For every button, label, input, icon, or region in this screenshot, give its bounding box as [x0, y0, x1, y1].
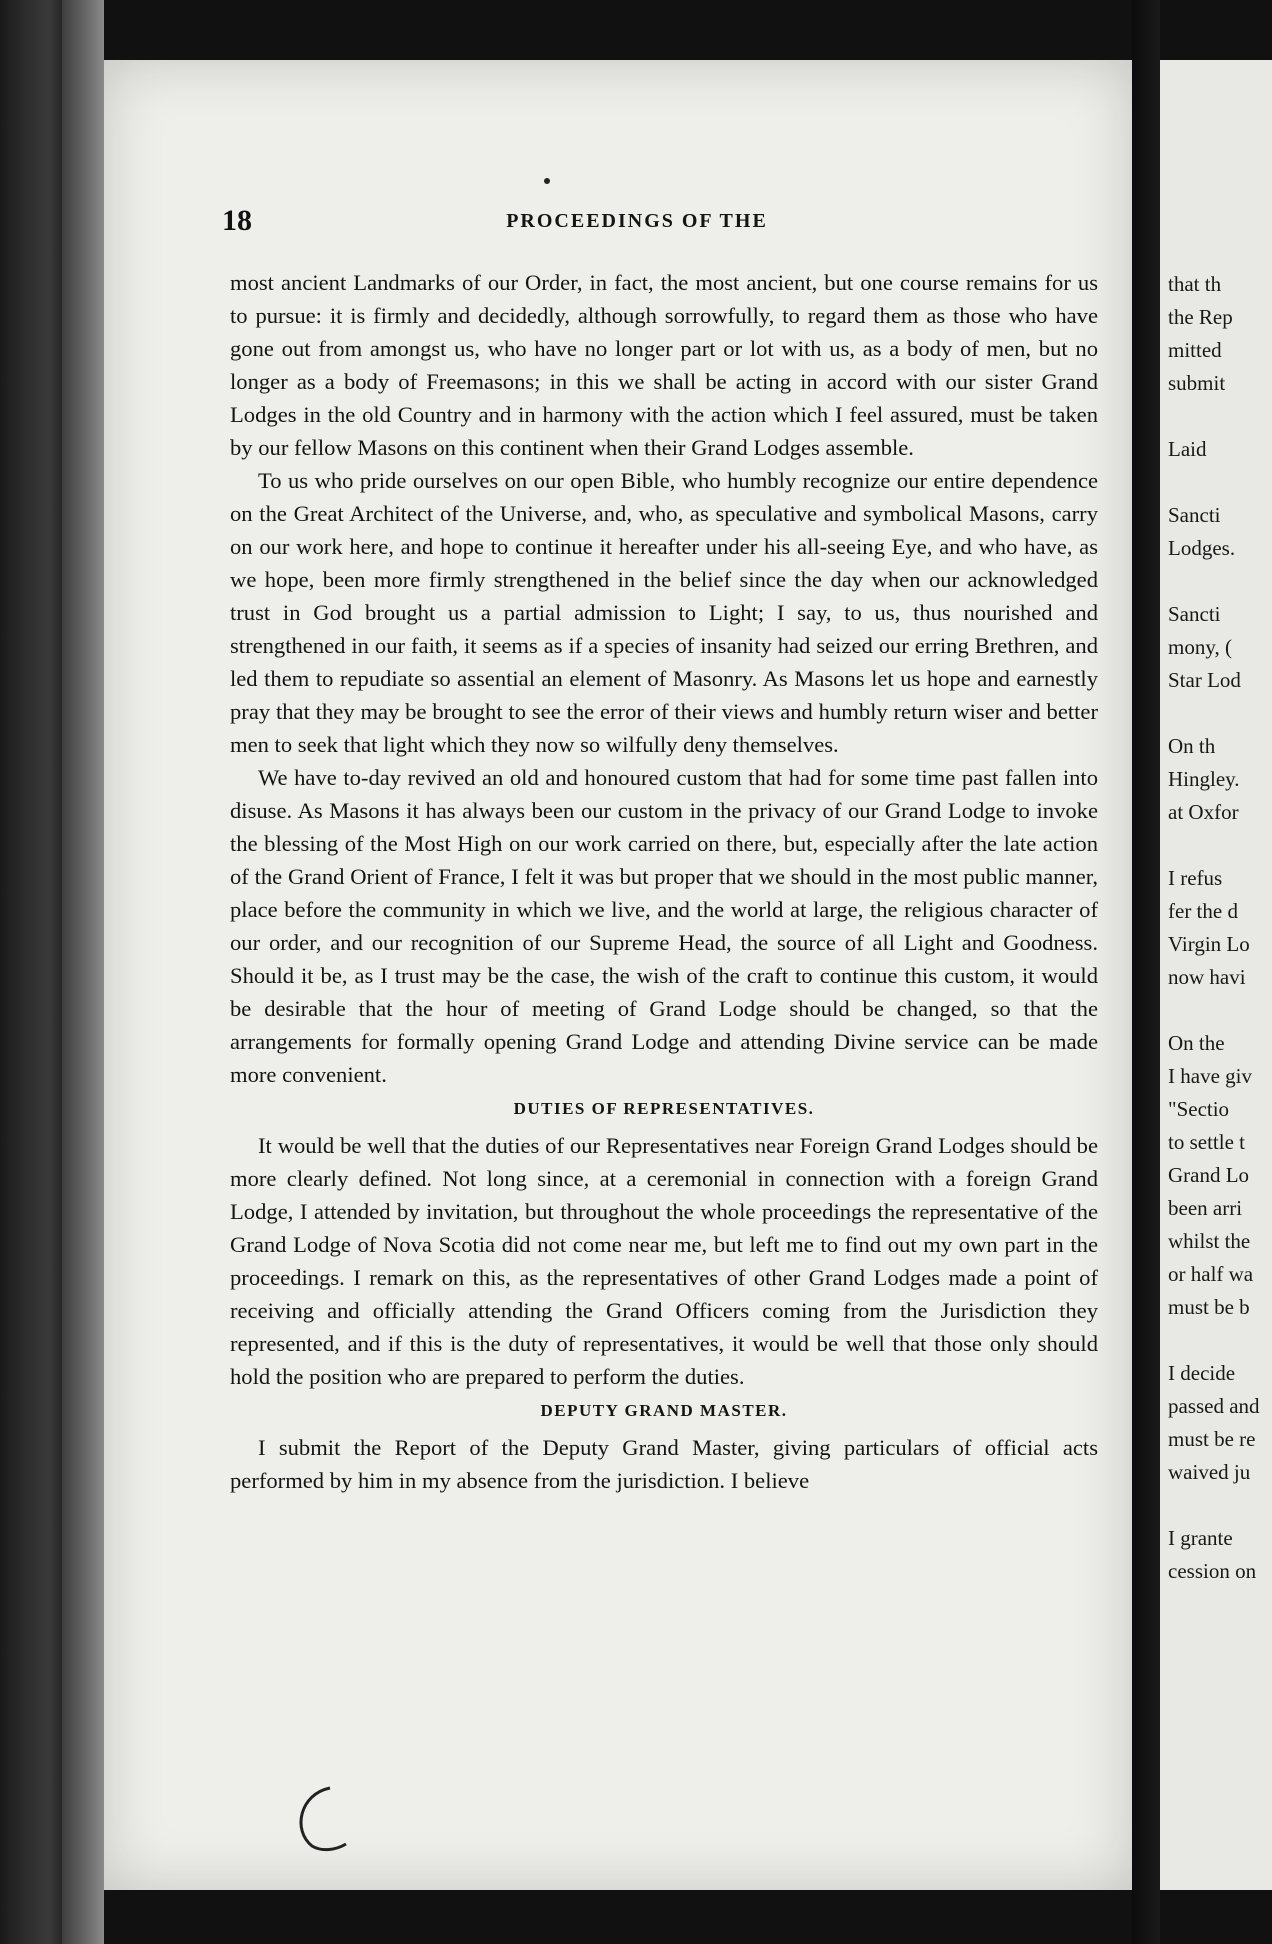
paragraph-continued: most ancient Landmarks of our Order, in fact, the most ancient, but one course remains for us to pursue: it is firmly and decidedly, although sorrowfully, to regard them as those who have gone out from amongst us, who have no longer part or lot with us, as a body of men, but no longer as a body of Freemasons; in this we shall be acting in accord with our sister Grand Lodges in the old Country and in harmony with the action which I feel assured, must be taken by our fellow Masons on this continent when their Grand Lodges assemble.	[230, 270, 1098, 460]
adjacent-line	[1168, 994, 1272, 1027]
adjacent-line: been arri	[1168, 1196, 1243, 1220]
adjacent-line: Grand Lo	[1168, 1163, 1250, 1187]
paragraph-revived-custom: We have to-day revived an old and honoured custom that had for some time past fallen into disuse. As Masons it has always been our custom in the privacy of our Grand Lodge to invoke the blessing of the Most High on our work carried on there, but, especially after the late action of the Grand Orient of France, I felt it was but proper that we should in the most public manner, place before the community in which we live, and the world at large, the religious character of our order, and our recognition of our Supreme Head, the source of all Light and Goodness. Should it be, as I trust may be the case, the wish of the craft to continue this custom, it would be desirable that the hour of meeting of Grand Lodge should be changed, so that the arrangements for formally opening Grand Lodge and attending Divine service can be made more convenient.	[230, 765, 1098, 1087]
adjacent-line: must be re	[1168, 1427, 1256, 1451]
document-page	[104, 60, 1132, 1890]
adjacent-line: submit	[1168, 371, 1226, 395]
adjacent-page-fragment	[1160, 60, 1272, 1890]
paragraph-open-bible: To us who pride ourselves on our open Bible, who humbly recognize our entire dependence on the Great Architect of the Universe, and, who, as speculative and symbolical Masons, carry on our work here, and hope to continue it hereafter under his all-seeing Eye, and who have, as we hope, been more firmly strengthened in the belief since the day when our acknowledged trust in God brought us a partial admission to Light; I say, to us, thus nourished and strengthened in our faith, it seems as if a species of insanity had seized our erring Brethren, and led them to repudiate so assential an element of Masonry. As Masons let us hope and earnestly pray that they may be brought to see the error of their views and humbly return wiser and better men to seek that light which they now so wilfully deny themselves.	[230, 468, 1098, 757]
adjacent-page-text	[1168, 268, 1272, 1588]
adjacent-line: Virgin Lo	[1168, 932, 1250, 956]
adjacent-line: I decide	[1168, 1361, 1236, 1385]
adjacent-line: to settle t	[1168, 1130, 1245, 1154]
adjacent-line: On th	[1168, 734, 1216, 758]
margin-pencil-mark	[290, 1780, 350, 1860]
paragraph-deputy: I submit the Report of the Deputy Grand Master, giving particulars of official acts performed by him in my absence from the jurisdiction. I believe	[230, 1435, 1098, 1493]
adjacent-line: Star Lod	[1168, 668, 1241, 692]
adjacent-line	[1168, 829, 1272, 862]
ink-speck	[544, 178, 550, 184]
main-text-column	[230, 266, 1098, 1497]
section-heading-deputy: DEPUTY GRAND MASTER.	[540, 1401, 788, 1420]
adjacent-line: at Oxfor	[1168, 800, 1239, 824]
adjacent-line	[1168, 400, 1272, 433]
adjacent-line: passed and	[1168, 1394, 1260, 1418]
adjacent-line: On the	[1168, 1031, 1225, 1055]
section-heading-duties: DUTIES OF REPRESENTATIVES.	[513, 1099, 815, 1118]
adjacent-line: now havi	[1168, 965, 1246, 989]
adjacent-line	[1168, 1489, 1272, 1522]
adjacent-line	[1168, 1324, 1272, 1357]
paragraph-duties: It would be well that the duties of our Representatives near Foreign Grand Lodges should be more clearly defined. Not long since, at a ceremonial in connection with a foreign Grand Lodge, I attended by invitation, but throughout the whole proceedings the representative of the Grand Lodge of Nova Scotia did not come near me, but left me to find out my own part in the proceedings. I remark on this, as the representatives of other Grand Lodges made a point of receiving and officially attending the Grand Officers coming from the Jurisdiction they represented, and if this is the duty of representatives, it would be well that those only should hold the position who are prepared to perform the duties.	[230, 1133, 1098, 1389]
adjacent-line	[1168, 565, 1272, 598]
adjacent-line: mony, (	[1168, 635, 1232, 659]
running-title: PROCEEDINGS OF THE	[506, 210, 768, 232]
adjacent-line: "Sectio	[1168, 1097, 1230, 1121]
adjacent-line: mitted	[1168, 338, 1222, 362]
adjacent-line: whilst the	[1168, 1229, 1251, 1253]
adjacent-line: that th	[1168, 272, 1222, 296]
adjacent-line: fer the d	[1168, 899, 1238, 923]
adjacent-line: the Rep	[1168, 305, 1233, 329]
adjacent-line: I grante	[1168, 1526, 1233, 1550]
adjacent-line: Laid	[1168, 437, 1207, 461]
page-number: 18	[222, 204, 252, 237]
adjacent-line: or half wa	[1168, 1262, 1254, 1286]
film-margin	[62, 0, 104, 1944]
running-header	[222, 204, 1052, 244]
adjacent-line	[1168, 466, 1272, 499]
film-edge-left	[0, 0, 62, 1944]
adjacent-line: I refus	[1168, 866, 1223, 890]
page-gutter	[1132, 0, 1160, 1944]
adjacent-line: Sancti	[1168, 602, 1221, 626]
adjacent-line: I have giv	[1168, 1064, 1252, 1088]
adjacent-line	[1168, 697, 1272, 730]
adjacent-line: Hingley.	[1168, 767, 1240, 791]
adjacent-line: Sancti	[1168, 503, 1221, 527]
adjacent-line: cession on	[1168, 1559, 1257, 1583]
adjacent-line: waived ju	[1168, 1460, 1251, 1484]
adjacent-line: must be b	[1168, 1295, 1250, 1319]
adjacent-line: Lodges.	[1168, 536, 1236, 560]
